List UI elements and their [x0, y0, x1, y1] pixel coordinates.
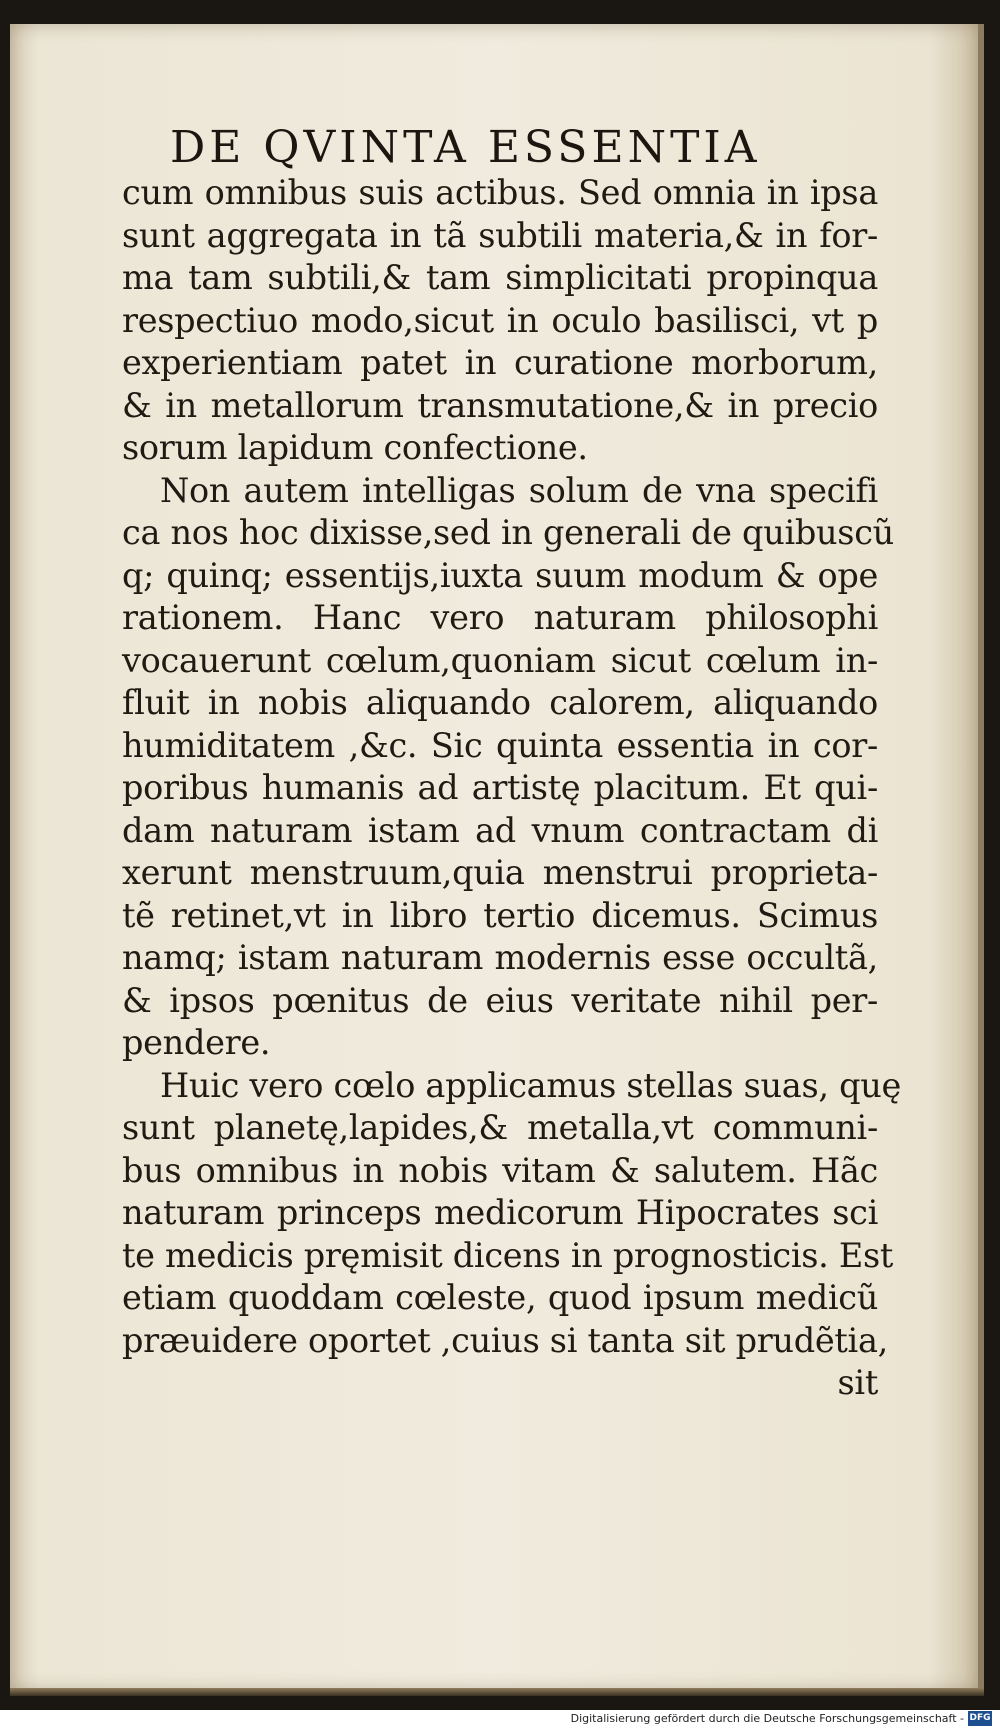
- text-line: q; quinq; essentijs,iuxta suum modum & ope: [122, 555, 878, 595]
- text-line: tẽ retinet,vt in libro tertio dicemus. Scimus: [122, 895, 878, 935]
- text-line: xerunt menstruum,quia menstrui proprieta-: [122, 853, 878, 892]
- text-line: sorum lapidum confectione.: [122, 428, 588, 467]
- text-line: humiditatem ,&c. Sic quinta essentia in cor-: [122, 725, 878, 765]
- dfg-logo: DFG: [968, 1711, 992, 1726]
- text-line: experientiam patet in curatione morborum,: [122, 343, 878, 382]
- text-line: naturam princeps medicorum Hipocrates sci: [122, 1193, 878, 1232]
- text-line: & in metallorum transmutatione,& in precio: [122, 385, 878, 425]
- text-line: rationem. Hanc vero naturam philosophi: [122, 598, 878, 637]
- text-line: dam naturam istam ad vnum contractam di: [122, 810, 878, 850]
- text-line: & ipsos pœnitus de eius veritate nihil per-: [122, 980, 878, 1020]
- text-line: præuidere oportet ,cuius si tanta sit prudẽtia,: [122, 1320, 888, 1360]
- body-text: [122, 172, 902, 1405]
- running-head: DE QVINTA ESSENTIA: [170, 122, 761, 173]
- text-line: bus omnibus in nobis vitam & salutem. Hãc: [122, 1150, 878, 1190]
- text-line: Non autem intelligas solum de vna specifi: [160, 470, 878, 510]
- text-line: respectiuo modo,sicut in oculo basilisci, vt p: [122, 300, 878, 340]
- text-line: te medicis pręmisit dicens in prognosticis. Est: [122, 1235, 894, 1275]
- text-line: pendere.: [122, 1023, 271, 1062]
- text-line: fluit in nobis aliquando calorem, aliquando: [122, 683, 878, 722]
- text-line: Huic vero cœlo applicamus stellas suas, quę: [160, 1065, 902, 1105]
- text-line: poribus humanis ad artistę placitum. Et qui-: [122, 768, 878, 807]
- text-line: sunt planetę,lapides,& metalla,vt communi-: [122, 1108, 878, 1147]
- text-line: etiam quoddam cœleste, quod ipsum medicũ: [122, 1278, 878, 1317]
- text-line: sunt aggregata in tã subtili materia,& in for-: [122, 215, 878, 255]
- text-line: ma tam subtili,& tam simplicitati propinqua: [122, 258, 878, 297]
- text-line: ca nos hoc dixisse,sed in generali de quibuscũ: [122, 513, 894, 552]
- text-line: cum omnibus suis actibus. Sed omnia in ipsa: [122, 173, 878, 212]
- page-edge: [10, 1688, 984, 1696]
- funding-credit: Digitalisierung gefördert durch die Deutsche Forschungsgemeinschaft -: [570, 1712, 964, 1725]
- text-line: vocauerunt cœlum,quoniam sicut cœlum in-: [122, 640, 878, 680]
- text-line: namq; istam naturam modernis esse occultã,: [122, 938, 878, 977]
- catchword: sit: [837, 1363, 878, 1402]
